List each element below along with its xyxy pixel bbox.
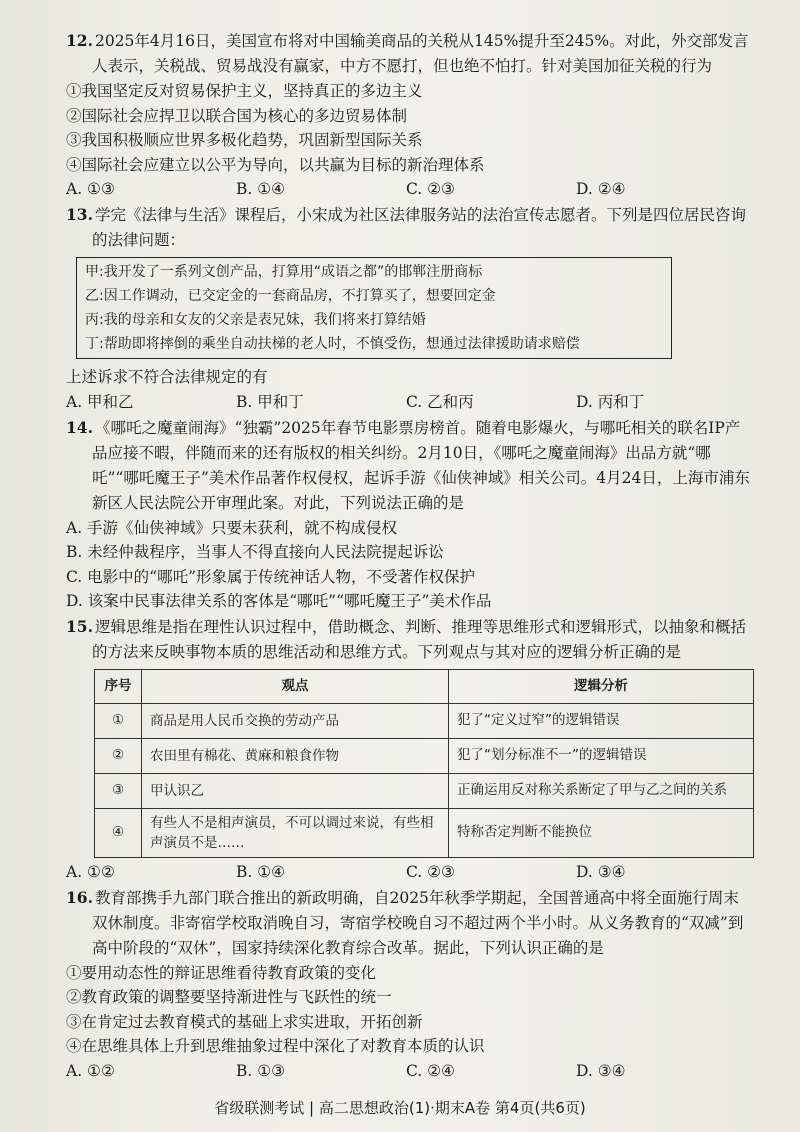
row-analysis: 犯了“划分标准不一”的逻辑错误 [449, 738, 754, 773]
row-analysis: 特称否定判断不能换位 [449, 808, 754, 857]
answer-options [66, 860, 760, 885]
question-13 [66, 202, 760, 415]
option-b[interactable]: B. 未经仲裁程序，当事人不得直接向人民法院提起诉讼 [66, 543, 444, 561]
option-b[interactable]: B. 甲和丁 [236, 392, 304, 411]
option-a[interactable]: A. 甲和乙 [66, 392, 134, 411]
statement-2: ②国际社会应捍卫以联合国为核心的多边贸易体制 [66, 106, 408, 125]
statement-1: ①我国坚定反对贸易保护主义，坚持真正的多边主义 [66, 82, 423, 100]
option-c[interactable]: C. ②④ [406, 1061, 455, 1080]
row-analysis: 犯了“定义过窄”的逻辑错误 [449, 703, 754, 738]
option-b[interactable]: B. ①④ [236, 862, 286, 881]
table-header [95, 669, 754, 703]
table-row [95, 738, 754, 773]
table-row [95, 703, 754, 738]
option-c[interactable]: C. 乙和丙 [406, 392, 474, 411]
question-number: 16. [66, 887, 93, 907]
question-prompt: 上述诉求不符合法律规定的有 [66, 368, 268, 386]
question-stem: 15. 逻辑思维是指在理性认识过程中，借助概念、判断、推理等思维形式和逻辑形式，以抽象和概括的方法来反映事物本质的思维活动和思维方式。下列观点与其对应的逻辑分析正确的是 [66, 616, 746, 661]
question-number: 13. [66, 205, 93, 224]
row-number: ④ [95, 808, 142, 857]
option-d[interactable]: D. ③④ [576, 862, 626, 881]
option-d[interactable]: D. ②④ [576, 180, 626, 198]
question-14 [66, 415, 760, 614]
row-number: ① [95, 703, 142, 738]
question-stem: 16. 教育部携手九部门联合推出的新政明确，自2025年秋季学期起，全国普通高中将全面施行周末双休制度。非寄宿学校取消晚自习，寄宿学校晚自习不超过两个半小时。从义务教育的“双减”到高中阶段的“双休”，国家持续深化教育综合改革。据此，下列认识正确的是 [66, 887, 744, 957]
row-number: ② [95, 738, 142, 773]
option-d[interactable]: D. 丙和丁 [576, 392, 645, 411]
option-b[interactable]: B. ①④ [236, 180, 286, 198]
option-c[interactable]: C. ②③ [406, 862, 455, 881]
statement-2: ②教育政策的调整要坚持渐进性与飞跃性的统一 [66, 988, 392, 1006]
statement-4: ④国际社会应建立以公平为导向，以共赢为目标的新治理体系 [66, 155, 485, 174]
row-number: ③ [95, 773, 142, 808]
row-analysis: 正确运用反对称关系断定了甲与乙之间的关系 [449, 773, 754, 808]
question-stem: 12. 2025年4月16日，美国宣布将对中国输美商品的关税从145%提升至245%。对此，外交部发言人表示，关税战、贸易战没有赢家，中方不愿打，但也绝不怕打。针对美国加征关税的行为 [66, 31, 749, 75]
header-number: 序号 [95, 669, 142, 703]
row-view: 商品是用人民币交换的劳动产品 [142, 703, 449, 738]
question-number: 15. [66, 616, 93, 636]
row-view: 农田里有棉花、黄麻和粮食作物 [142, 738, 449, 773]
header-analysis: 逻辑分析 [449, 669, 754, 703]
question-12 [66, 28, 760, 202]
option-b[interactable]: B. ①③ [236, 1061, 286, 1080]
option-a[interactable]: A. ①② [66, 862, 115, 881]
option-a[interactable]: A. ①② [66, 1061, 115, 1080]
box-line-yi: 乙:因工作调动，已交定金的一套商品房，不打算买了，想要回定金 [85, 288, 496, 304]
option-a[interactable]: A. 手游《仙侠神域》只要未获利，就不构成侵权 [66, 518, 398, 537]
row-view: 有些人不是相声演员，不可以调过来说，有些相声演员不是…… [142, 808, 449, 857]
option-c[interactable]: C. 电影中的“哪吒”形象属于传统神话人物，不受著作权保护 [66, 567, 476, 586]
option-d[interactable]: D. ③④ [576, 1061, 626, 1080]
question-15 [66, 614, 760, 885]
logic-table [94, 669, 754, 858]
header-view: 观点 [142, 669, 449, 703]
resident-questions-box [76, 257, 672, 359]
question-stem: 14. 《哪吒之魔童闹海》“独霸”2025年春节电影票房榜首。随着电影爆火，与哪吒相关的联名IP产品应接不暇，伴随而来的还有版权的相关纠纷。2月10日，《哪吒之魔童闹海》出品方就“哪吒”“哪吒魔王子”美术作品著作权侵权，起诉手游《仙侠神域》相关公司。4月24日，上海市浦东新区人民法院公开审理此案。对此，下列说法正确的是 [66, 417, 750, 512]
question-number: 14. [66, 417, 93, 437]
table-row [95, 808, 754, 857]
statement-4: ④在思维具体上升到思维抽象过程中深化了对教育本质的认识 [66, 1037, 485, 1055]
question-stem: 13. 学完《法律与生活》课程后，小宋成为社区法律服务站的法治宣传志愿者。下列是四位居民咨询的法律问题： [66, 205, 746, 249]
answer-options [66, 1059, 760, 1084]
box-line-jia: 甲:我开发了一系列文创产品，打算用“成语之都”的邯郸注册商标 [85, 264, 483, 280]
option-d[interactable]: D. 该案中民事法律关系的客体是“哪吒”“哪吒魔王子”美术作品 [66, 592, 492, 610]
option-c[interactable]: C. ②③ [406, 180, 455, 198]
answer-options [66, 177, 760, 202]
statement-3: ③我国积极顺应世界多极化趋势，巩固新型国际关系 [66, 131, 423, 149]
row-view: 甲认识乙 [142, 773, 449, 808]
option-a[interactable]: A. ①③ [66, 180, 115, 198]
page-footer: 省级联测考试 | 高二思想政治(1)·期末A卷 第4页(共6页) [214, 1099, 586, 1117]
table-row [95, 773, 754, 808]
statement-1: ①要用动态性的辩证思维看待教育政策的变化 [66, 963, 377, 982]
statement-3: ③在肯定过去教育模式的基础上求实进取，开拓创新 [66, 1012, 423, 1031]
box-line-ding: 丁:帮助即将摔倒的乘坐自动扶梯的老人时，不慎受伤，想通过法律援助请求赔偿 [85, 336, 580, 352]
question-number: 12. [66, 31, 93, 50]
answer-options [66, 390, 760, 415]
question-16 [66, 885, 760, 1084]
box-line-bing: 丙:我的母亲和女友的父亲是表兄妹，我们将来打算结婚 [85, 312, 426, 328]
